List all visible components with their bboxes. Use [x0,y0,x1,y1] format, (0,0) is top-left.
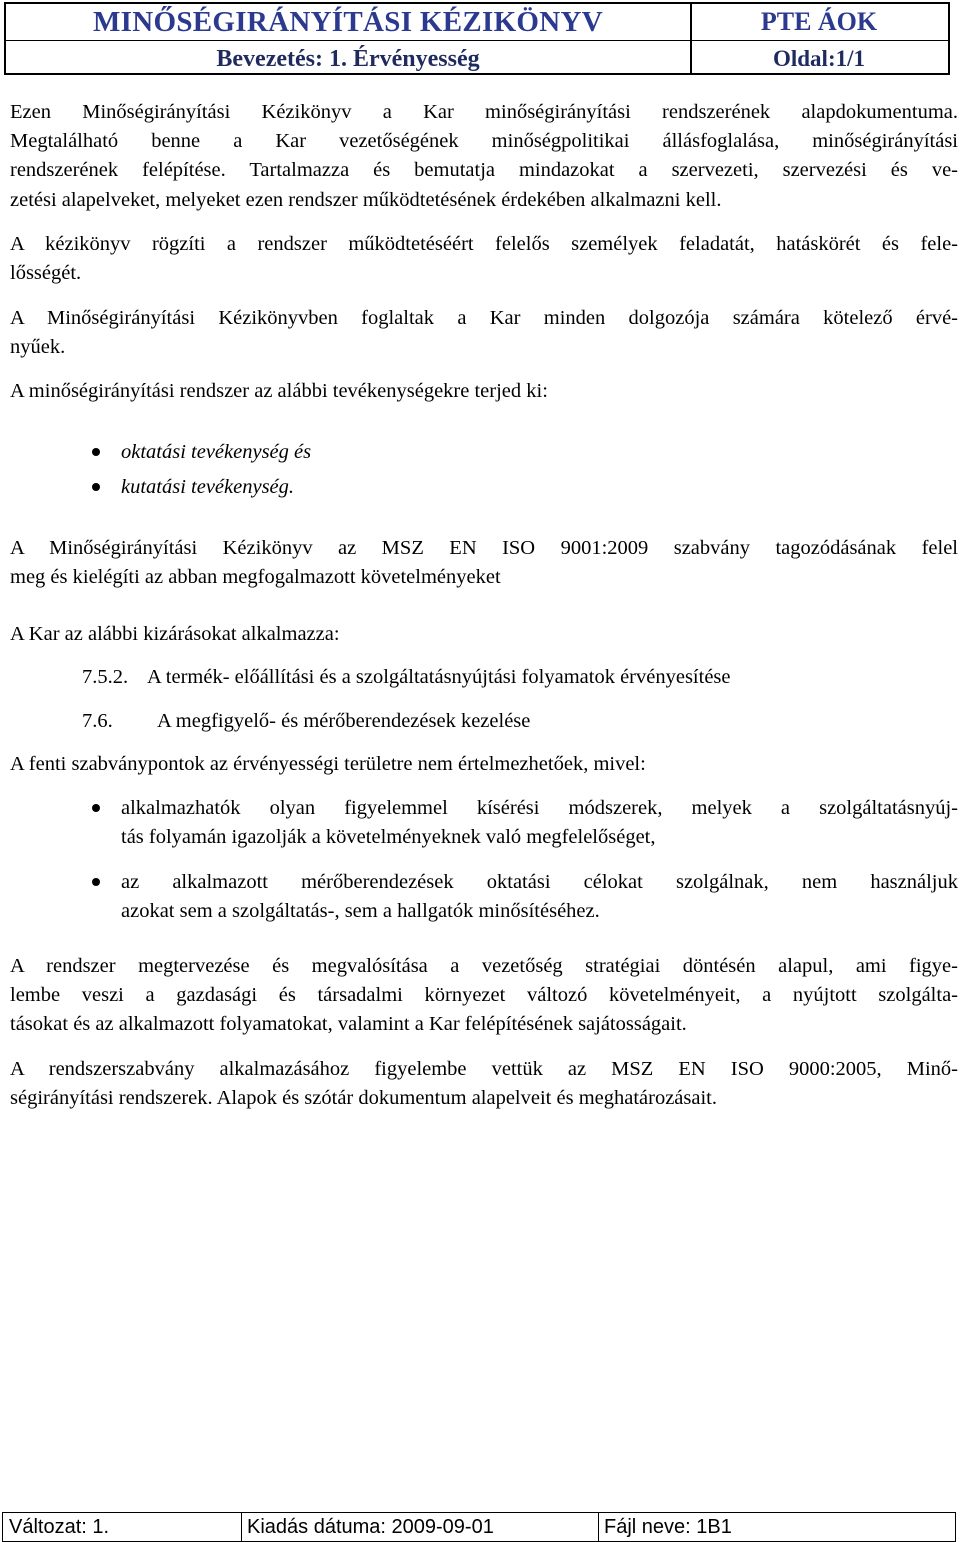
paragraph-line: Megtalálható benne a Kar vezetőségének minőségpolitikai állásfoglalása, minőségirányítási [10,130,958,152]
paragraph-line: meg és kielégíti az abban megfogalmazott követelményeket [10,566,501,588]
paragraph-line: A fenti szabványpontok az érvényességi területre nem értelmezhetőek, mivel: [10,753,646,775]
list-item: kutatási tevékenység. [121,476,295,498]
list-item: oktatási tevékenység és [121,441,312,463]
document-footer [2,1512,956,1542]
exclusion-text: A termék- előállítási és a szolgáltatásnyújtási folyamatok érvényesítése [147,666,731,688]
paragraph-line: zetési alapelveket, melyeket ezen rendszer működtetésének érdekében alkalmazni kell. [10,189,722,211]
paragraph-line: rendszerének felépítése. Tartalmazza és bemutatja mindazokat a szervezeti, szervezési és ve- [10,159,958,181]
issue-date-label: Kiadás dátuma: 2009-09-01 [247,1516,494,1538]
paragraph-line: A minőségirányítási rendszer az alábbi tevékenységekre terjed ki: [10,380,548,402]
exclusion-number: 7.6. [82,710,113,732]
paragraph-line: ségirányítási rendszerek. Alapok és szótár dokumentum alapelveit és meghatározásait. [10,1087,717,1109]
version-label: Változat: 1. [9,1516,110,1538]
bullet-icon [92,804,100,812]
paragraph-line: A kézikönyv rögzíti a rendszer működtetéséért felelős személyek feladatát, hatáskörét és fele- [10,233,958,255]
bullet-icon [92,448,100,456]
paragraph-line: A rendszer megtervezése és megvalósítása a vezetőség stratégiai döntésén alapul, ami figye- [10,955,958,977]
list-item-line: azokat sem a szolgáltatás-, sem a hallgatók minősítéséhez. [121,900,600,922]
document-header [4,2,950,75]
list-item-line: alkalmazhatók olyan figyelemmel kísérési módszerek, melyek a szolgáltatásnyúj- [121,797,958,819]
paragraph-line: tásokat és az alkalmazott folyamatokat, valamint a Kar felépítésének sajátosságait. [10,1013,687,1035]
page-number: Oldal:1/1 [772,46,865,71]
header-divider-horizontal [6,40,948,41]
paragraph-line: A rendszerszabvány alkalmazásához figyelembe vettük az MSZ EN ISO 9000:2005, Minő- [10,1058,958,1080]
file-name-label: Fájl neve: 1B1 [604,1516,732,1538]
exclusion-number: 7.5.2. [82,666,129,688]
paragraph-line: lősségét. [10,262,82,284]
paragraph-line: A Kar az alábbi kizárásokat alkalmazza: [10,623,340,645]
paragraph-line: lembe veszi a gazdasági és társadalmi környezet változó követelményeit, a nyújtott szolgálta- [10,984,958,1006]
bullet-icon [92,878,100,886]
section-title: Bevezetés: 1. Érvényesség [216,46,480,72]
document-title: MINŐSÉGIRÁNYÍTÁSI KÉZIKÖNYV [92,6,604,38]
paragraph-line: Ezen Minőségirányítási Kézikönyv a Kar minőségirányítási rendszerének alapdokumentuma. [10,101,958,123]
paragraph-line: nyűek. [10,336,66,358]
bullet-icon [92,483,100,491]
list-item-line: tás folyamán igazolják a követelményeknek való megfelelőséget, [121,826,656,848]
exclusion-text: A megfigyelő- és mérőberendezések kezelése [157,710,531,732]
paragraph-line: A Minőségirányítási Kézikönyvben foglaltak a Kar minden dolgozója számára kötelező érvé- [10,307,958,329]
list-item-line: az alkalmazott mérőberendezések oktatási célokat szolgálnak, nem használjuk [121,871,958,893]
paragraph-line: A Minőségirányítási Kézikönyv az MSZ EN ISO 9001:2009 szabvány tagozódásának felel [10,537,958,559]
organization-name: PTE ÁOK [760,7,878,36]
